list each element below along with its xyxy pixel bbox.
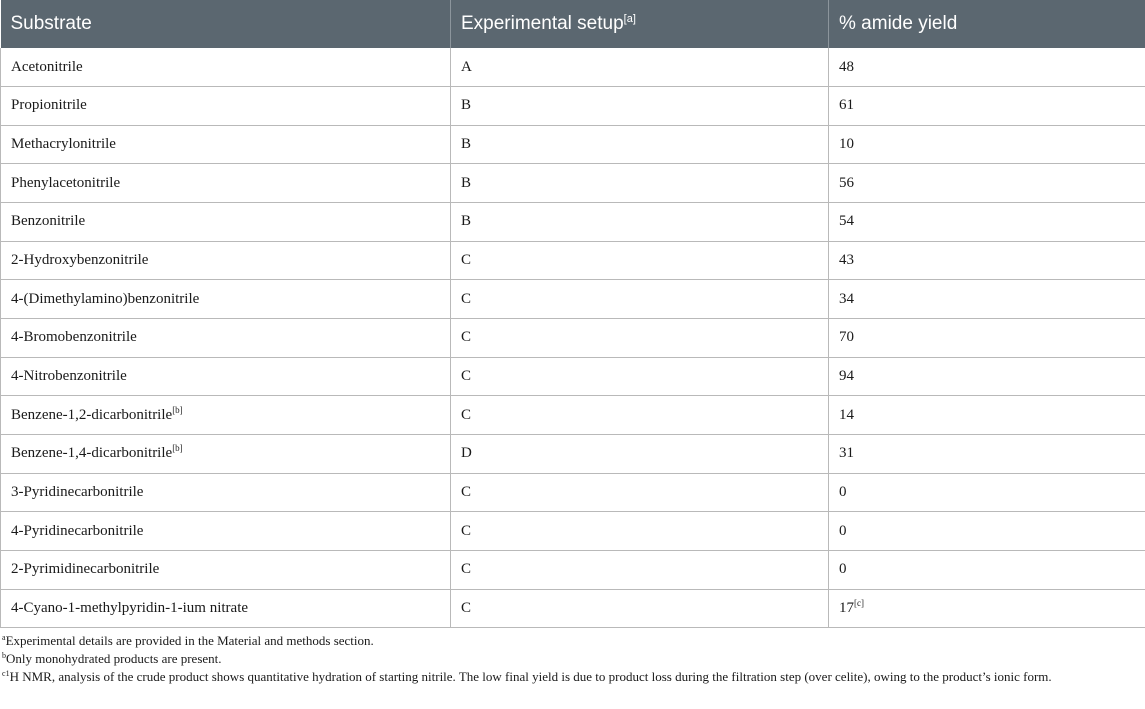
cell-setup-text: C: [461, 368, 472, 385]
footnote-mark: [c]: [854, 598, 864, 609]
cell-yield-text: 14: [839, 406, 854, 423]
cell-substrate: [1, 473, 451, 512]
cell-substrate-text: Methacrylonitrile: [11, 136, 116, 153]
cell-setup-text: C: [461, 484, 472, 501]
cell-setup: [451, 164, 829, 203]
cell-substrate: [1, 357, 451, 396]
cell-substrate: [1, 203, 451, 242]
cell-substrate-text: Phenylacetonitrile: [11, 174, 121, 191]
cell-yield: [829, 241, 1145, 280]
cell-setup-text: B: [461, 174, 472, 191]
cell-yield: [829, 396, 1145, 435]
table-row: [1, 280, 1145, 319]
cell-substrate-text: Acetonitrile: [11, 58, 83, 75]
cell-substrate: [1, 125, 451, 164]
cell-substrate: [1, 396, 451, 435]
cell-setup: [451, 280, 829, 319]
footnote-mark: c: [2, 669, 6, 678]
header-substrate: Substrate: [1, 0, 451, 48]
footnote-text: Only monohydrated products are present.: [6, 651, 222, 666]
cell-setup-text: C: [461, 406, 472, 423]
table-row: [1, 241, 1145, 280]
cell-yield: [829, 551, 1145, 590]
table-row: [1, 512, 1145, 551]
cell-setup-text: B: [461, 97, 472, 114]
cell-yield: [829, 435, 1145, 474]
footnote-mark: b: [2, 651, 6, 660]
cell-yield: [829, 280, 1145, 319]
cell-yield-text: 0: [839, 484, 847, 501]
table-row: [1, 48, 1145, 87]
cell-substrate-text: Benzene-1,2-dicarbonitrile: [11, 406, 173, 423]
cell-yield: [829, 357, 1145, 396]
cell-setup-text: C: [461, 329, 472, 346]
cell-substrate-text: 3-Pyridinecarbonitrile: [11, 484, 144, 501]
cell-setup-text: C: [461, 522, 472, 539]
cell-yield-text: 0: [839, 561, 847, 578]
cell-yield-text: 0: [839, 522, 847, 539]
cell-yield: [829, 473, 1145, 512]
cell-yield-text: 48: [839, 58, 854, 75]
cell-yield-text: 10: [839, 136, 854, 153]
cell-setup: [451, 396, 829, 435]
cell-substrate-text: 4-Pyridinecarbonitrile: [11, 522, 144, 539]
cell-substrate-text: 4-Nitrobenzonitrile: [11, 368, 127, 385]
cell-yield: [829, 164, 1145, 203]
cell-setup: [451, 319, 829, 358]
cell-substrate: [1, 435, 451, 474]
cell-substrate-text: 2-Hydroxybenzonitrile: [11, 252, 149, 269]
header-row: [1, 0, 1145, 48]
cell-setup-text: C: [461, 600, 472, 617]
cell-setup: [451, 435, 829, 474]
cell-setup-text: C: [461, 290, 472, 307]
cell-substrate: [1, 512, 451, 551]
table-row: [1, 125, 1145, 164]
cell-substrate-text: 2-Pyrimidinecarbonitrile: [11, 561, 160, 578]
cell-substrate-text: Benzonitrile: [11, 213, 86, 230]
footnote-b: [2, 650, 1142, 668]
cell-substrate: [1, 241, 451, 280]
table-row: [1, 319, 1145, 358]
cell-setup: [451, 241, 829, 280]
cell-substrate: [1, 551, 451, 590]
footnote-text: Experimental details are provided in the Material and methods section.: [5, 633, 374, 648]
footnote-c: [2, 668, 1142, 686]
cell-yield: [829, 589, 1145, 628]
cell-yield: [829, 125, 1145, 164]
cell-yield-text: 94: [839, 368, 854, 385]
table-body: [1, 48, 1145, 628]
cell-yield-text: 54: [839, 213, 854, 230]
cell-substrate: [1, 164, 451, 203]
cell-substrate-text: 4-Bromobenzonitrile: [11, 329, 137, 346]
cell-yield-text: 31: [839, 445, 854, 462]
table-row: [1, 551, 1145, 590]
cell-yield-text: 56: [839, 174, 854, 191]
footnote-mark-a: [a]: [623, 13, 636, 25]
cell-yield-text: 70: [839, 329, 854, 346]
table-header: [1, 0, 1145, 48]
cell-setup-text: B: [461, 213, 472, 230]
cell-yield-text: 34: [839, 290, 854, 307]
cell-setup: [451, 125, 829, 164]
header-yield: % amide yield: [839, 13, 958, 34]
cell-setup: [451, 589, 829, 628]
cell-setup-text: C: [461, 561, 472, 578]
cell-setup: [451, 551, 829, 590]
table-row: [1, 87, 1145, 126]
table-row: [1, 435, 1145, 474]
table-row: [1, 396, 1145, 435]
cell-setup: [451, 512, 829, 551]
cell-yield: [829, 512, 1145, 551]
cell-yield-text: 17: [839, 600, 854, 617]
cell-setup-text: B: [461, 136, 472, 153]
footnote-mark: [b]: [172, 443, 183, 454]
cell-setup: [451, 357, 829, 396]
cell-substrate-text: 4-Cyano-1-methylpyridin-1-ium nitrate: [11, 600, 249, 617]
cell-yield: [829, 87, 1145, 126]
footnote-a: [2, 632, 1142, 650]
cell-yield-text: 61: [839, 97, 854, 114]
cell-yield-text: 43: [839, 252, 854, 269]
cell-setup: [451, 48, 829, 87]
cell-substrate-text: Propionitrile: [11, 97, 87, 114]
cell-setup-text: A: [461, 58, 472, 75]
table-footnotes: [2, 632, 1142, 686]
cell-substrate-text: 4-(Dimethylamino)benzonitrile: [11, 290, 200, 307]
cell-yield: [829, 48, 1145, 87]
header-setup: Experimental setup[a]: [451, 0, 829, 48]
cell-substrate: [1, 280, 451, 319]
cell-substrate-text: Benzene-1,4-dicarbonitrile: [11, 445, 173, 462]
table-row: [1, 357, 1145, 396]
footnote-mark: a: [2, 633, 6, 642]
cell-yield: [829, 319, 1145, 358]
cell-substrate: [1, 589, 451, 628]
table-row: [1, 589, 1145, 628]
table-row: [1, 473, 1145, 512]
footnote-text: H NMR, analysis of the crude product shows quantitative hydration of starting nitrile. The low final yield is due to product loss during the filtration step (over celite), owing to the product’s ionic form.: [9, 669, 1052, 684]
cell-substrate: [1, 48, 451, 87]
cell-setup: [451, 203, 829, 242]
cell-substrate: [1, 87, 451, 126]
table-row: [1, 203, 1145, 242]
cell-yield: [829, 203, 1145, 242]
footnote-mark: [b]: [172, 404, 183, 415]
cell-setup-text: D: [461, 445, 472, 462]
cell-setup-text: C: [461, 252, 472, 269]
cell-setup: [451, 87, 829, 126]
cell-setup: [451, 473, 829, 512]
isotope-mark: 1: [5, 669, 10, 678]
cell-substrate: [1, 319, 451, 358]
table-row: [1, 164, 1145, 203]
